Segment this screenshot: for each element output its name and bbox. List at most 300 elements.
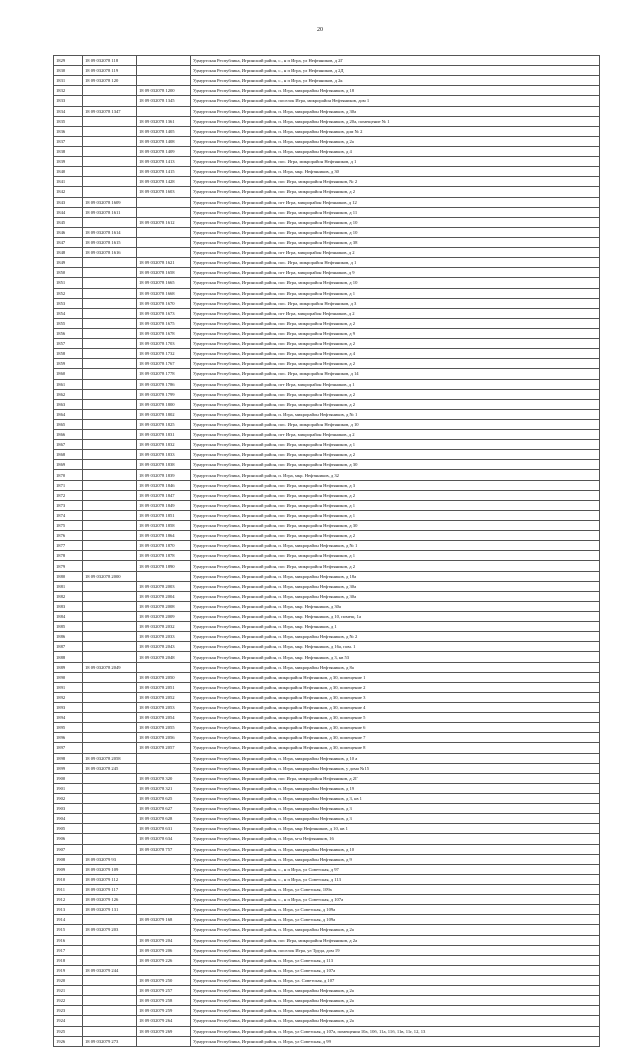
building-number-cell: 18 09 032078 2057	[137, 743, 191, 753]
parcel-number-cell	[83, 379, 137, 389]
address-cell: Удмуртская Республика, Игринский район, пос Игра, микрорайон Нефтяников, д 2	[191, 187, 600, 197]
address-cell: Удмуртская Республика, Игринский район, микрорайон Нефтяников, д 30, помещение 6	[191, 723, 600, 733]
parcel-number-cell	[83, 177, 137, 187]
parcel-number-cell	[83, 804, 137, 814]
parcel-number-cell	[83, 480, 137, 490]
building-number-cell	[137, 854, 191, 864]
address-cell: Удмуртская Республика, Игринский район, п. Игра, микрорайон Нефтяников, д 2а	[191, 996, 600, 1006]
table-row	[54, 561, 600, 571]
address-cell: Удмуртская Республика, Игринский район, пос Игра, микрорайон Нефтяников, д 1	[191, 500, 600, 510]
address-cell: Удмуртская Республика, Игринский район, п. Игра, мкр. Нефтяников, д 1	[191, 622, 600, 632]
address-cell: Удмуртская Республика, Игринский район, пос Игра, микрорайон Нефтяников, д 1	[191, 551, 600, 561]
table-row	[54, 66, 600, 76]
parcel-number-cell	[83, 713, 137, 723]
address-cell: Удмуртская Республика, Игринский район, п. Игра, ул Советская, д 109а	[191, 905, 600, 915]
address-cell: Удмуртская Республика, Игринский район, п. Игра, мкр. Нефтяников, д 16а, пом. 1	[191, 642, 600, 652]
row-number-cell: 1864	[54, 409, 83, 419]
address-cell: Удмуртская Республика, Игринский район, п. Игра, мкр. Нефтяников, д 30	[191, 167, 600, 177]
building-number-cell: 18 09 032078 1839	[137, 470, 191, 480]
table-row	[54, 834, 600, 844]
table-row	[54, 136, 600, 146]
building-number-cell: 18 09 032078 1786	[137, 379, 191, 389]
parcel-number-cell	[83, 945, 137, 955]
building-number-cell: 18 09 032078 1675	[137, 318, 191, 328]
address-cell: Удмуртская Республика, Игринский район, пос Игра, микрорайон Нефтяников, д 2	[191, 359, 600, 369]
table-row	[54, 521, 600, 531]
address-cell: Удмуртская Республика, Игринский район, п. Игра, микрорайон Нефтяников, д 8а	[191, 662, 600, 672]
parcel-number-cell	[83, 652, 137, 662]
table-row	[54, 359, 600, 369]
building-number-cell: 18 09 032079 168	[137, 915, 191, 925]
row-number-cell: 1916	[54, 935, 83, 945]
parcel-number-cell	[83, 268, 137, 278]
parcel-number-cell: 18 09 032078 2058	[83, 753, 137, 763]
building-number-cell: 18 09 032078 1612	[137, 217, 191, 227]
building-number-cell: 18 09 032078 2008	[137, 601, 191, 611]
registry-body	[54, 56, 600, 1047]
building-number-cell	[137, 197, 191, 207]
building-number-cell: 18 09 032078 2009	[137, 612, 191, 622]
row-number-cell: 1883	[54, 601, 83, 611]
table-row	[54, 622, 600, 632]
building-number-cell: 18 09 032078 1678	[137, 328, 191, 338]
table-row	[54, 733, 600, 743]
row-number-cell: 1897	[54, 743, 83, 753]
row-number-cell: 1860	[54, 369, 83, 379]
row-number-cell: 1849	[54, 258, 83, 268]
parcel-number-cell	[83, 986, 137, 996]
row-number-cell: 1854	[54, 308, 83, 318]
parcel-number-cell	[83, 682, 137, 692]
row-number-cell: 1870	[54, 470, 83, 480]
row-number-cell: 1862	[54, 389, 83, 399]
parcel-number-cell: 18 09 032079 131	[83, 905, 137, 915]
address-cell: Удмуртская Республика, Игринский район, п. Игра, микрорайон Нефтяников, д 3	[191, 804, 600, 814]
row-number-cell: 1884	[54, 612, 83, 622]
page-number: 20	[317, 27, 323, 33]
building-number-cell: 18 09 032079 206	[137, 945, 191, 955]
row-number-cell: 1829	[54, 56, 83, 66]
row-number-cell: 1875	[54, 521, 83, 531]
table-row	[54, 612, 600, 622]
table-row	[54, 430, 600, 440]
parcel-number-cell: 18 09 032079 203	[83, 925, 137, 935]
row-number-cell: 1853	[54, 298, 83, 308]
table-row	[54, 773, 600, 783]
address-cell: Удмуртская Республика, Игринский район, с., н п Игра, ул Советская, д 113	[191, 874, 600, 884]
parcel-number-cell	[83, 369, 137, 379]
building-number-cell: 18 09 032078 757	[137, 844, 191, 854]
table-row	[54, 96, 600, 106]
row-number-cell: 1840	[54, 167, 83, 177]
building-number-cell	[137, 76, 191, 86]
building-number-cell: 18 09 032078 1847	[137, 490, 191, 500]
row-number-cell: 1895	[54, 723, 83, 733]
address-cell: Удмуртская Республика, Игринский район, п. Игра, микрорайон Нефтяников, д 9	[191, 854, 600, 864]
parcel-number-cell	[83, 96, 137, 106]
table-row	[54, 753, 600, 763]
building-number-cell: 18 09 032078 1413	[137, 157, 191, 167]
table-row	[54, 1036, 600, 1046]
parcel-number-cell: 18 09 032078 2049	[83, 662, 137, 672]
building-number-cell: 18 09 032078 1665	[137, 278, 191, 288]
building-number-cell: 18 09 032078 1732	[137, 349, 191, 359]
row-number-cell: 1900	[54, 773, 83, 783]
address-cell: Удмуртская Республика, Игринский район, пос Игра, микрорайон Нефтяников, д 2	[191, 561, 600, 571]
address-cell: Удмуртская Республика, Игринский район, микрорайон Нефтяников, д 30, помещение 2	[191, 682, 600, 692]
table-row	[54, 884, 600, 894]
row-number-cell: 1914	[54, 915, 83, 925]
parcel-number-cell	[83, 642, 137, 652]
address-cell: Удмуртская Республика, Игринский район, п. Игра, ул Советская, 109а	[191, 884, 600, 894]
table-row	[54, 278, 600, 288]
address-cell: Удмуртская Республика, Игринский район, п. Игра, микрорайон Нефтяников, д 30а	[191, 591, 600, 601]
building-number-cell: 18 09 032078 1878	[137, 551, 191, 561]
address-cell: Удмуртская Республика, Игринский район, п. Игра, мкр Нефтяников, д 10, кв 1	[191, 824, 600, 834]
address-cell: Удмуртская Республика, Игринский район, п. Игра, микрорайон Нефтяников, д 4	[191, 146, 600, 156]
row-number-cell: 1861	[54, 379, 83, 389]
row-number-cell: 1833	[54, 96, 83, 106]
table-row	[54, 531, 600, 541]
parcel-number-cell	[83, 915, 137, 925]
row-number-cell: 1874	[54, 510, 83, 520]
address-cell: Удмуртская Республика, Игринский район, п. Игра, микрорайон Нефтяников, д № 1	[191, 409, 600, 419]
address-cell: Удмуртская Республика, Игринский район, п. Игра, микрорайон Нефтяников, д 10	[191, 844, 600, 854]
address-cell: Удмуртская Республика, Игринский район, п. Игра, микрорайон Нефтяников, дом № 2	[191, 126, 600, 136]
building-number-cell: 18 09 032078 1890	[137, 561, 191, 571]
address-cell: Удмуртская Республика, Игринский район, пос Игра, микрорайон Нефтяников, д 2	[191, 339, 600, 349]
table-row	[54, 207, 600, 217]
parcel-number-cell	[83, 217, 137, 227]
address-cell: Удмуртская Республика, Игринский район, пос Игра, микрорайон Нефтяников, д 11	[191, 207, 600, 217]
table-row	[54, 864, 600, 874]
building-number-cell: 18 09 032078 1767	[137, 359, 191, 369]
row-number-cell: 1839	[54, 157, 83, 167]
table-row	[54, 450, 600, 460]
table-row	[54, 743, 600, 753]
parcel-number-cell: 18 09 032078 1609	[83, 197, 137, 207]
parcel-number-cell	[83, 440, 137, 450]
parcel-number-cell: 18 09 032079 117	[83, 884, 137, 894]
table-row	[54, 460, 600, 470]
address-cell: Удмуртская Республика, Игринский район, п. Игра, микрорайон Нефтяников, д 2а	[191, 136, 600, 146]
table-row	[54, 824, 600, 834]
parcel-number-cell	[83, 622, 137, 632]
address-cell: Удмуртская Республика, Игринский район, п. Игра, микрорайон Нефтяников, д 30а	[191, 106, 600, 116]
parcel-number-cell	[83, 430, 137, 440]
building-number-cell: 18 09 032078 625	[137, 793, 191, 803]
table-row	[54, 925, 600, 935]
building-number-cell: 18 09 032078 1415	[137, 167, 191, 177]
row-number-cell: 1844	[54, 207, 83, 217]
building-number-cell: 18 09 032078 1838	[137, 460, 191, 470]
building-number-cell: 18 09 032078 1345	[137, 96, 191, 106]
row-number-cell: 1893	[54, 703, 83, 713]
parcel-number-cell: 18 09 032079 109	[83, 864, 137, 874]
building-number-cell: 18 09 032078 320	[137, 773, 191, 783]
address-cell: Удмуртская Республика, Игринский район, с., н п Игра, ул Нефтяников, д 2Д	[191, 66, 600, 76]
building-number-cell: 18 09 032079 264	[137, 1016, 191, 1026]
address-cell: Удмуртская Республика, Игринский район, микрорайон Нефтяников, д 30, помещение 1	[191, 672, 600, 682]
table-row	[54, 86, 600, 96]
building-number-cell: 18 09 032078 1428	[137, 177, 191, 187]
building-number-cell: 18 09 032078 1405	[137, 126, 191, 136]
parcel-number-cell	[83, 521, 137, 531]
parcel-number-cell	[83, 591, 137, 601]
address-cell: Удмуртская Республика, Игринский район, пос Игра, микрорайон Нефтяников, д 38	[191, 237, 600, 247]
row-number-cell: 1905	[54, 824, 83, 834]
address-cell: Удмуртская Республика, Игринский район, поселок Игра, ул Труда, дом 19	[191, 945, 600, 955]
parcel-number-cell	[83, 541, 137, 551]
table-row	[54, 500, 600, 510]
address-cell: Удмуртская Республика, Игринский район, пос Игра, микрорайон Нефтяников, д 2а	[191, 935, 600, 945]
table-row	[54, 642, 600, 652]
row-number-cell: 1830	[54, 66, 83, 76]
parcel-number-cell: 18 09 032078 245	[83, 763, 137, 773]
row-number-cell: 1901	[54, 783, 83, 793]
building-number-cell: 18 09 032078 1858	[137, 521, 191, 531]
address-cell: Удмуртская Республика, Игринский район, пос Игра, микрорайон Нефтяников, д 9	[191, 328, 600, 338]
parcel-number-cell	[83, 723, 137, 733]
address-cell: Удмуртская Республика, Игринский район, пос. Игра, микрорайон Нефтяников, д 10	[191, 419, 600, 429]
address-cell: Удмуртская Республика, Игринский район, п. Игра, мкр. Нефтяников, д 32	[191, 470, 600, 480]
table-row	[54, 409, 600, 419]
building-number-cell: 18 09 032078 1670	[137, 298, 191, 308]
parcel-number-cell	[83, 561, 137, 571]
table-row	[54, 986, 600, 996]
table-row	[54, 601, 600, 611]
table-row	[54, 349, 600, 359]
address-cell: Удмуртская Республика, Игринский район, с., н п Игра, ул Советская, д 107а	[191, 895, 600, 905]
row-number-cell: 1846	[54, 227, 83, 237]
table-row	[54, 581, 600, 591]
row-number-cell: 1903	[54, 804, 83, 814]
building-number-cell	[137, 248, 191, 258]
row-number-cell: 1894	[54, 713, 83, 723]
address-cell: Удмуртская Республика, Игринский район, пгт Игра, микрорайон Нефтяников, д 12	[191, 197, 600, 207]
table-row	[54, 713, 600, 723]
row-number-cell: 1892	[54, 692, 83, 702]
address-cell: Удмуртская Республика, Игринский район, пос Игра, микрорайон Нефтяников, д 10	[191, 217, 600, 227]
row-number-cell: 1873	[54, 500, 83, 510]
building-number-cell: 18 09 032078 1668	[137, 288, 191, 298]
row-number-cell: 1910	[54, 874, 83, 884]
parcel-number-cell: 18 09 032078 1347	[83, 106, 137, 116]
row-number-cell: 1881	[54, 581, 83, 591]
building-number-cell: 18 09 032078 2056	[137, 733, 191, 743]
building-number-cell: 18 09 032078 1831	[137, 430, 191, 440]
row-number-cell: 1919	[54, 965, 83, 975]
address-cell: Удмуртская Республика, Игринский район, п. Игра, микрорайон Нефтяников, д 20а, помещение № 1	[191, 116, 600, 126]
parcel-number-cell	[83, 935, 137, 945]
parcel-number-cell	[83, 328, 137, 338]
table-row	[54, 146, 600, 156]
table-row	[54, 1026, 600, 1036]
building-number-cell: 18 09 032078 2004	[137, 591, 191, 601]
table-row	[54, 248, 600, 258]
row-number-cell: 1831	[54, 76, 83, 86]
address-cell: Удмуртская Республика, Игринский район, пос Игра, микрорайон Нефтяников, д 10	[191, 227, 600, 237]
row-number-cell: 1848	[54, 248, 83, 258]
building-number-cell: 18 09 032078 1603	[137, 187, 191, 197]
building-number-cell: 18 09 032078 1408	[137, 136, 191, 146]
row-number-cell: 1899	[54, 763, 83, 773]
building-number-cell	[137, 571, 191, 581]
building-number-cell	[137, 207, 191, 217]
table-row	[54, 308, 600, 318]
parcel-number-cell	[83, 703, 137, 713]
table-row	[54, 116, 600, 126]
building-number-cell	[137, 662, 191, 672]
table-row	[54, 177, 600, 187]
address-cell: Удмуртская Республика, Игринский район, пос. Игра, микрорайон Нефтяников, д 14	[191, 369, 600, 379]
row-number-cell: 1888	[54, 652, 83, 662]
table-row	[54, 1016, 600, 1026]
building-number-cell: 18 09 032079 250	[137, 975, 191, 985]
table-row	[54, 339, 600, 349]
address-cell: Удмуртская Республика, Игринский район, п. Игра, ул Советская, д 99	[191, 1036, 600, 1046]
row-number-cell: 1896	[54, 733, 83, 743]
row-number-cell: 1876	[54, 531, 83, 541]
parcel-number-cell	[83, 399, 137, 409]
building-number-cell: 18 09 032078 2052	[137, 692, 191, 702]
parcel-number-cell: 18 09 032078 1614	[83, 227, 137, 237]
table-row	[54, 470, 600, 480]
row-number-cell: 1925	[54, 1026, 83, 1036]
address-cell: Удмуртская Республика, Игринский район, пгт Игра, микрорайон Нефтяников, д 2	[191, 248, 600, 258]
table-row	[54, 854, 600, 864]
table-row	[54, 258, 600, 268]
building-number-cell	[137, 925, 191, 935]
address-cell: Удмуртская Республика, Игринский район, п. Игра, ул. Советская, д 107	[191, 975, 600, 985]
parcel-number-cell: 18 09 032079 93	[83, 854, 137, 864]
row-number-cell: 1913	[54, 905, 83, 915]
row-number-cell: 1921	[54, 986, 83, 996]
table-row	[54, 1006, 600, 1016]
parcel-number-cell	[83, 288, 137, 298]
table-row	[54, 298, 600, 308]
row-number-cell: 1912	[54, 895, 83, 905]
table-row	[54, 288, 600, 298]
building-number-cell	[137, 905, 191, 915]
row-number-cell: 1904	[54, 814, 83, 824]
parcel-number-cell	[83, 318, 137, 328]
building-number-cell: 18 09 032078 1800	[137, 399, 191, 409]
parcel-number-cell: 18 09 032078 1616	[83, 248, 137, 258]
parcel-number-cell	[83, 814, 137, 824]
parcel-number-cell	[83, 1016, 137, 1026]
address-cell: Удмуртская Республика, Игринский район, п. Игра, микрорайон Нефтяников, д 2а	[191, 1016, 600, 1026]
table-row	[54, 379, 600, 389]
address-cell: Удмуртская Республика, Игринский район, пос Игра, микрорайон Нефтяников, д 2	[191, 389, 600, 399]
address-cell: Удмуртская Республика, Игринский район, п. Игра, микрорайон Нефтяников, у дома №15	[191, 763, 600, 773]
parcel-number-cell	[83, 136, 137, 146]
building-number-cell: 18 09 032078 1621	[137, 258, 191, 268]
building-number-cell: 18 09 032078 2032	[137, 622, 191, 632]
row-number-cell: 1877	[54, 541, 83, 551]
table-row	[54, 783, 600, 793]
row-number-cell: 1908	[54, 854, 83, 864]
address-cell: Удмуртская Республика, Игринский район, п. Игра, микрорайон Нефтяников, д 30а	[191, 581, 600, 591]
building-number-cell	[137, 1036, 191, 1046]
table-row	[54, 804, 600, 814]
address-cell: Удмуртская Республика, Игринский район, пгт Игра, микрорайон Нефтяников, д 1	[191, 379, 600, 389]
parcel-number-cell	[83, 146, 137, 156]
table-row	[54, 197, 600, 207]
parcel-number-cell	[83, 612, 137, 622]
row-number-cell: 1890	[54, 672, 83, 682]
table-row	[54, 793, 600, 803]
building-number-cell	[137, 864, 191, 874]
row-number-cell: 1856	[54, 328, 83, 338]
row-number-cell: 1867	[54, 440, 83, 450]
parcel-number-cell	[83, 975, 137, 985]
address-cell: Удмуртская Республика, Игринский район, пос Игра, микрорайон Нефтяников, д 2Г	[191, 773, 600, 783]
row-number-cell: 1834	[54, 106, 83, 116]
table-row	[54, 399, 600, 409]
parcel-number-cell	[83, 460, 137, 470]
building-number-cell: 18 09 032078 1833	[137, 450, 191, 460]
table-row	[54, 126, 600, 136]
parcel-number-cell	[83, 339, 137, 349]
row-number-cell: 1835	[54, 116, 83, 126]
table-row	[54, 217, 600, 227]
address-cell: Удмуртская Республика, Игринский район, п. Игра, ул Советская, д 107а	[191, 965, 600, 975]
building-number-cell: 18 09 032078 1851	[137, 510, 191, 520]
address-cell: Удмуртская Республика, Игринский район, пос. Игра, микрорайон Нефтяников, д 3	[191, 298, 600, 308]
building-number-cell	[137, 884, 191, 894]
parcel-number-cell	[83, 157, 137, 167]
parcel-number-cell	[83, 359, 137, 369]
parcel-number-cell: 18 09 032078 1611	[83, 207, 137, 217]
building-number-cell: 18 09 032078 1778	[137, 369, 191, 379]
table-row	[54, 682, 600, 692]
parcel-number-cell	[83, 409, 137, 419]
row-number-cell: 1909	[54, 864, 83, 874]
table-row	[54, 672, 600, 682]
row-number-cell: 1880	[54, 571, 83, 581]
table-row	[54, 328, 600, 338]
address-cell: Удмуртская Республика, Игринский район, пос Игра, микрорайон Нефтяников, д 30	[191, 460, 600, 470]
building-number-cell: 18 09 032078 1846	[137, 480, 191, 490]
address-cell: Удмуртская Республика, Игринский район, пгт Игра, микрорайон Нефтяников, д 2	[191, 430, 600, 440]
building-number-cell	[137, 237, 191, 247]
table-row	[54, 187, 600, 197]
table-row	[54, 703, 600, 713]
address-cell: Удмуртская Республика, Игринский район, микрорайон Нефтяников, д 30, помещение 5	[191, 713, 600, 723]
address-cell: Удмуртская Республика, Игринский район, п. Игра, микрорайон Нефтяников, д 3	[191, 814, 600, 824]
parcel-number-cell	[83, 531, 137, 541]
parcel-number-cell	[83, 500, 137, 510]
address-cell: Удмуртская Республика, Игринский район, микрорайон Нефтяников, д 30, помещение 8	[191, 743, 600, 753]
address-cell: Удмуртская Республика, Игринский район, пос Игра, микрорайон Нефтяников, д 3	[191, 480, 600, 490]
table-row	[54, 237, 600, 247]
table-row	[54, 571, 600, 581]
building-number-cell: 18 09 032079 204	[137, 935, 191, 945]
address-cell: Удмуртская Республика, Игринский район, пгт Игра, микрорайон Нефтяников, д 2	[191, 308, 600, 318]
address-cell: Удмуртская Республика, Игринский район, поселок Игра, микрорайон Нефтяников, дом 1	[191, 96, 600, 106]
parcel-number-cell	[83, 126, 137, 136]
building-number-cell: 18 09 032078 1825	[137, 419, 191, 429]
address-cell: Удмуртская Республика, Игринский район, с., н п Игра, ул Советская, д 97	[191, 864, 600, 874]
table-row	[54, 996, 600, 1006]
row-number-cell: 1865	[54, 419, 83, 429]
building-number-cell: 18 09 032078 627	[137, 804, 191, 814]
table-row	[54, 955, 600, 965]
parcel-number-cell	[83, 632, 137, 642]
building-number-cell	[137, 66, 191, 76]
table-row	[54, 874, 600, 884]
